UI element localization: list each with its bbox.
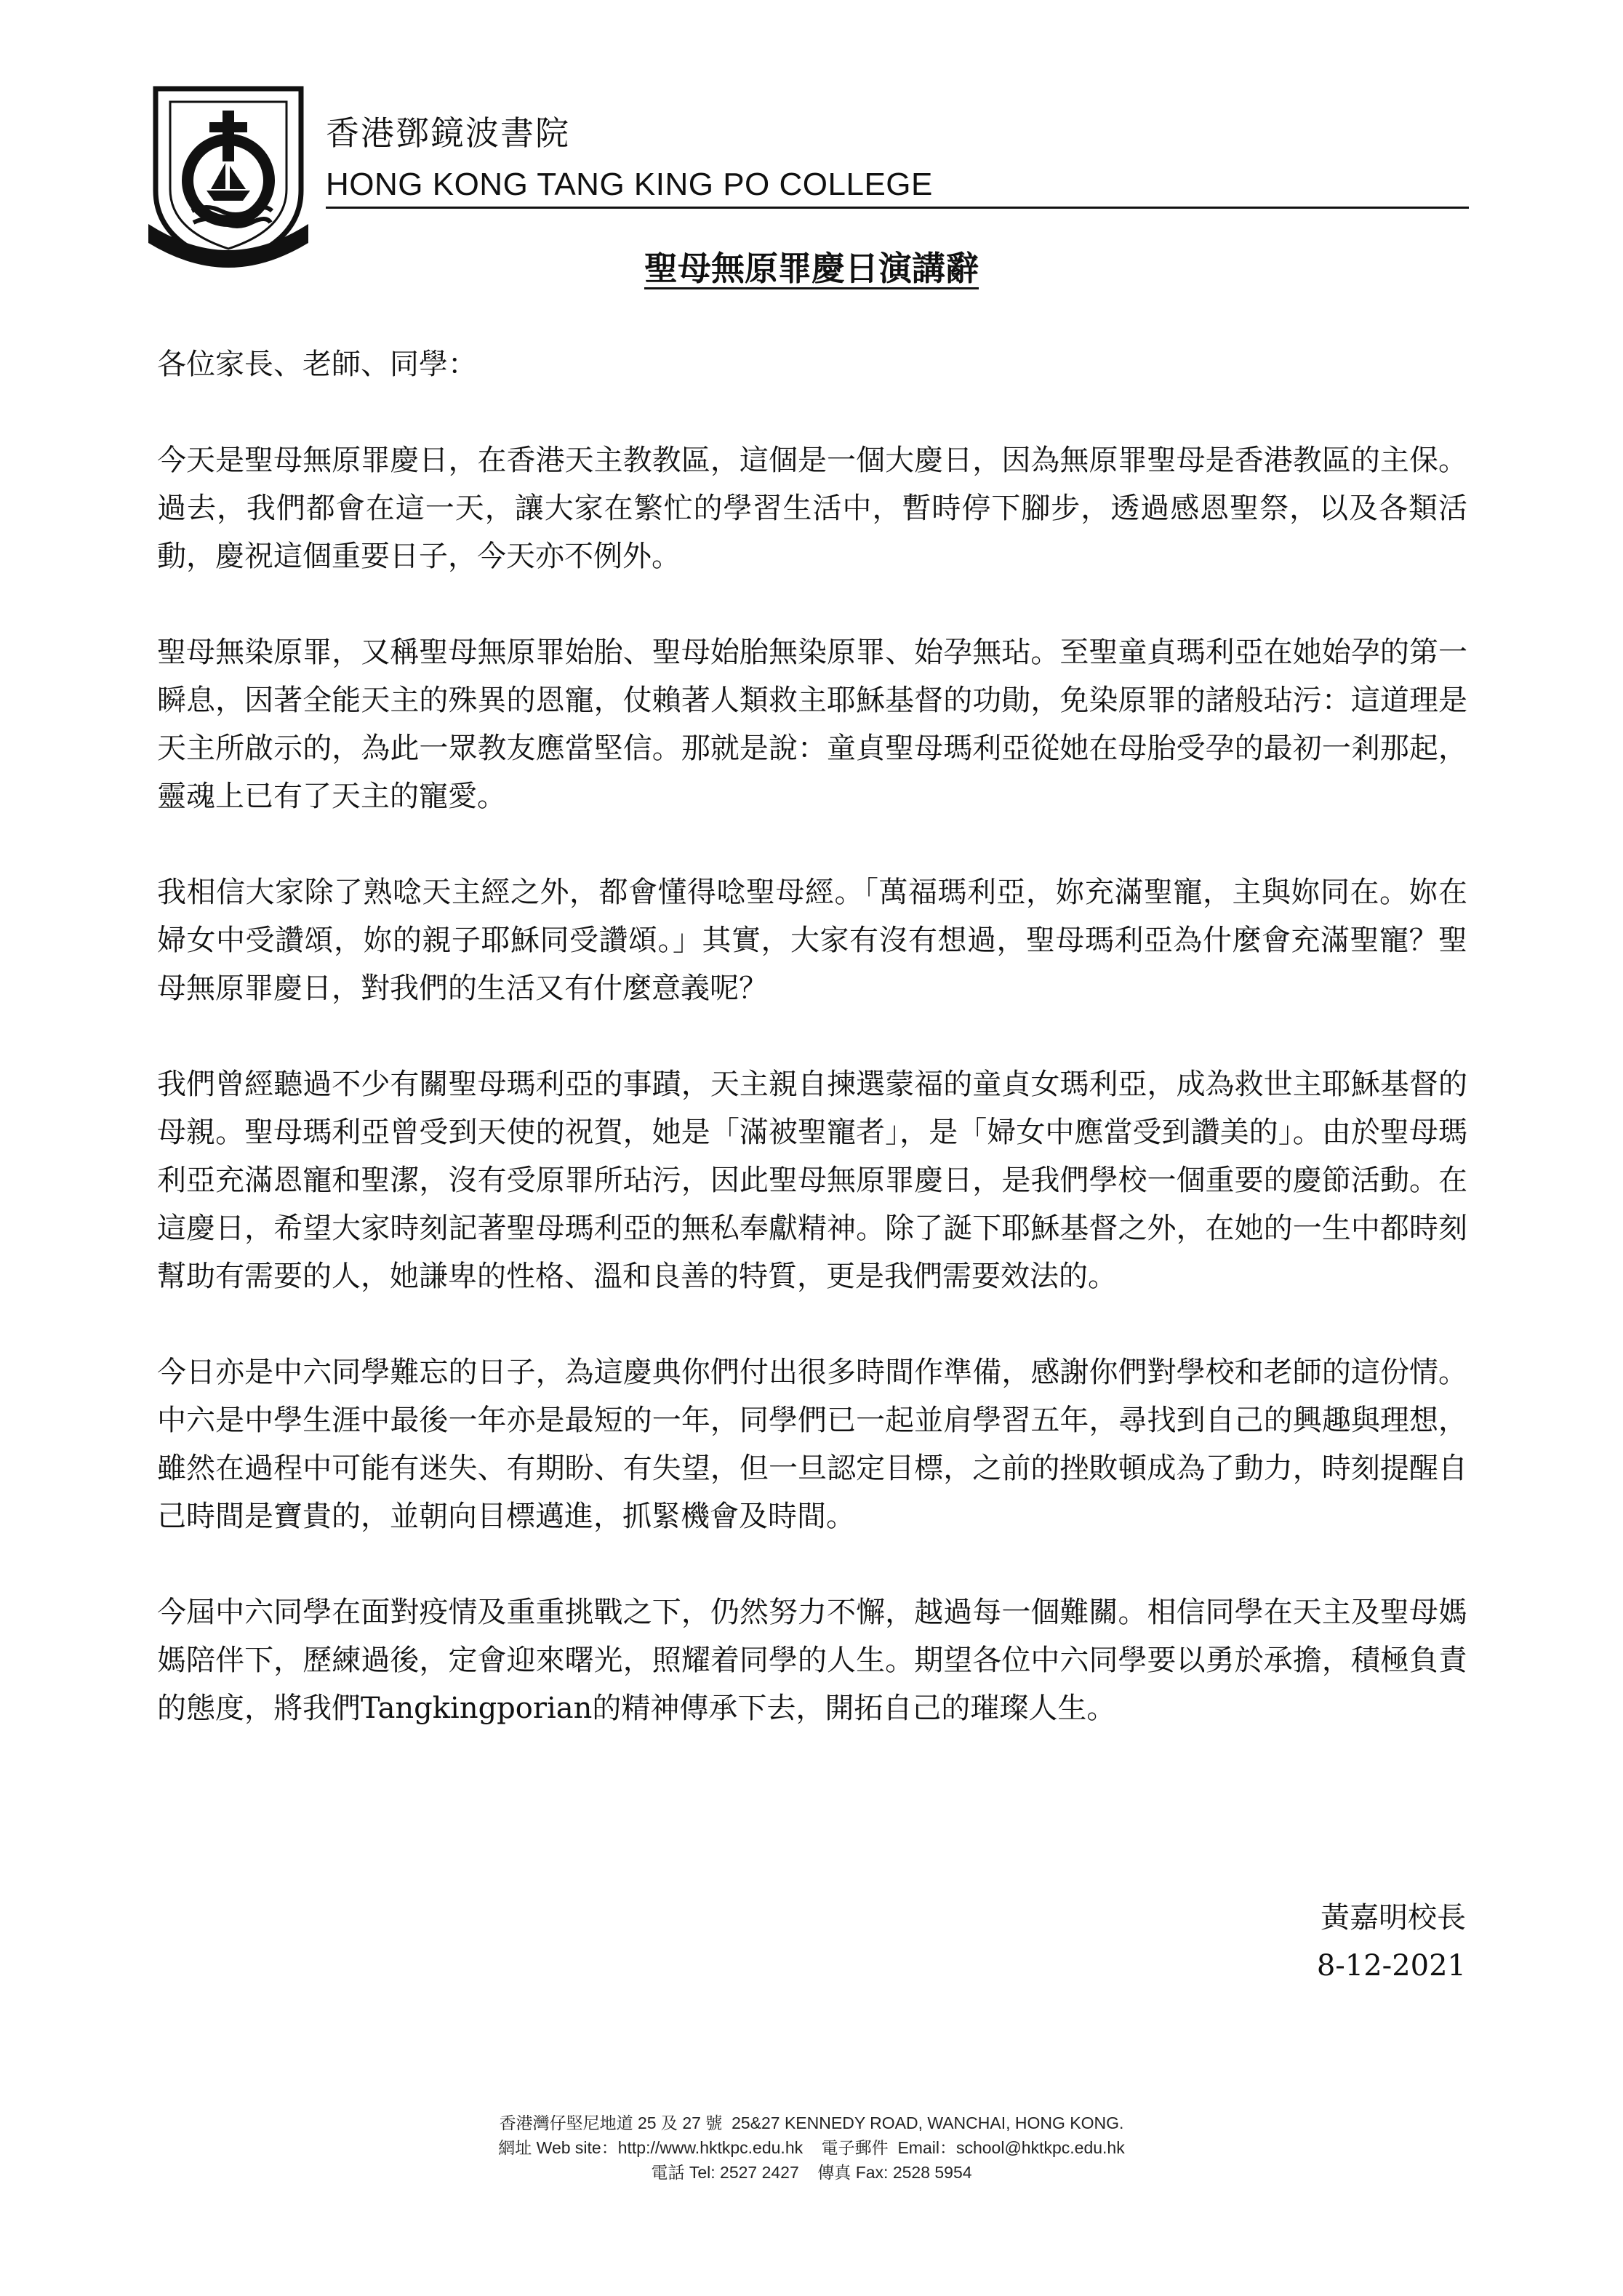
paragraph: 我相信大家除了熟唸天主經之外，都會懂得唸聖母經。「萬福瑪利亞，妳充滿聖寵，主與妳同在。妳在婦女中受讚頌，妳的親子耶穌同受讚頌。」其實，大家有沒有想過，聖母瑪利亞為什麼會充滿聖寵？聖母無原罪慶日，對我們的生活又有什麼意義呢？ — [157, 876, 1467, 1005]
footer-phone-fax: 電話 Tel: 2527 2427 傳真 Fax: 2528 5954 — [651, 2163, 972, 2182]
school-name-chinese: 香港鄧鏡波書院 — [326, 113, 570, 153]
signature-date: 8-12-2021 — [1316, 1949, 1466, 1983]
school-crest-icon — [145, 81, 311, 271]
document-title — [0, 250, 1623, 287]
header-divider — [326, 207, 1469, 209]
signature-block — [1317, 1894, 1466, 1990]
footer-web-email: 網址 Web site：http://www.hktkpc.edu.hk 電子郵件 Email：school@hktkpc.edu.hk — [498, 2138, 1125, 2157]
letter-body — [157, 340, 1467, 1780]
footer-address: 香港灣仔堅尼地道 25 及 27 號 25&27 KENNEDY ROAD, WANCHAI, HONG KONG. — [499, 2113, 1124, 2132]
footer — [0, 2111, 1623, 2185]
paragraph: 聖母無染原罪，又稱聖母無原罪始胎、聖母始胎無染原罪、始孕無玷。至聖童貞瑪利亞在她始孕的第一瞬息，因著全能天主的殊異的恩寵，仗賴著人類救主耶穌基督的功勛，免染原罪的諸般玷污：這道理是天主所啟示的，為此一眾教友應當堅信。那就是說：童貞聖母瑪利亞從她在母胎受孕的最初一剎那起，靈魂上已有了天主的寵愛。 — [157, 636, 1467, 813]
signature-name: 黃嘉明校長 — [1321, 1901, 1466, 1935]
paragraph: 今天是聖母無原罪慶日，在香港天主教教區，這個是一個大慶日，因為無原罪聖母是香港教區的主保。過去，我們都會在這一天，讓大家在繁忙的學習生活中，暫時停下腳步，透過感恩聖祭，以及各類活動，慶祝這個重要日子，今天亦不例外。 — [157, 444, 1467, 573]
paragraph: 今日亦是中六同學難忘的日子，為這慶典你們付出很多時間作準備，感謝你們對學校和老師的這份情。中六是中學生涯中最後一年亦是最短的一年，同學們已一起並肩學習五年，尋找到自己的興趣與理想，雖然在過程中可能有迷失、有期盼、有失望，但一旦認定目標，之前的挫敗頓成為了動力，時刻提醒自己時間是寶貴的，並朝向目標邁進，抓緊機會及時間。 — [157, 1356, 1467, 1533]
paragraph: 我們曾經聽過不少有關聖母瑪利亞的事蹟，天主親自揀選蒙福的童貞女瑪利亞，成為救世主耶穌基督的母親。聖母瑪利亞曾受到天使的祝賀，她是「滿被聖寵者」，是「婦女中應當受到讚美的」。由於聖母瑪利亞充滿恩寵和聖潔，沒有受原罪所玷污，因此聖母無原罪慶日，是我們學校一個重要的慶節活動。在這慶日，希望大家時刻記著聖母瑪利亞的無私奉獻精神。除了誕下耶穌基督之外，在她的一生中都時刻幫助有需要的人，她謙卑的性格、溫和良善的特質，更是我們需要效法的。 — [157, 1068, 1467, 1293]
paragraph: 今屆中六同學在面對疫情及重重挑戰之下，仍然努力不懈，越過每一個難關。相信同學在天主及聖母媽媽陪伴下，歷練過後，定會迎來曙光，照耀着同學的人生。期望各位中六同學要以勇於承擔，積極負責的態度，將我們Tangkingporian的精神傳承下去，開拓自己的璀璨人生。 — [157, 1596, 1467, 1725]
document-title-text: 聖母無原罪慶日演講辭 — [644, 249, 979, 288]
greeting: 各位家長、老師、同學： — [157, 348, 477, 381]
school-name-english: HONG KONG TANG KING PO COLLEGE — [326, 167, 933, 202]
